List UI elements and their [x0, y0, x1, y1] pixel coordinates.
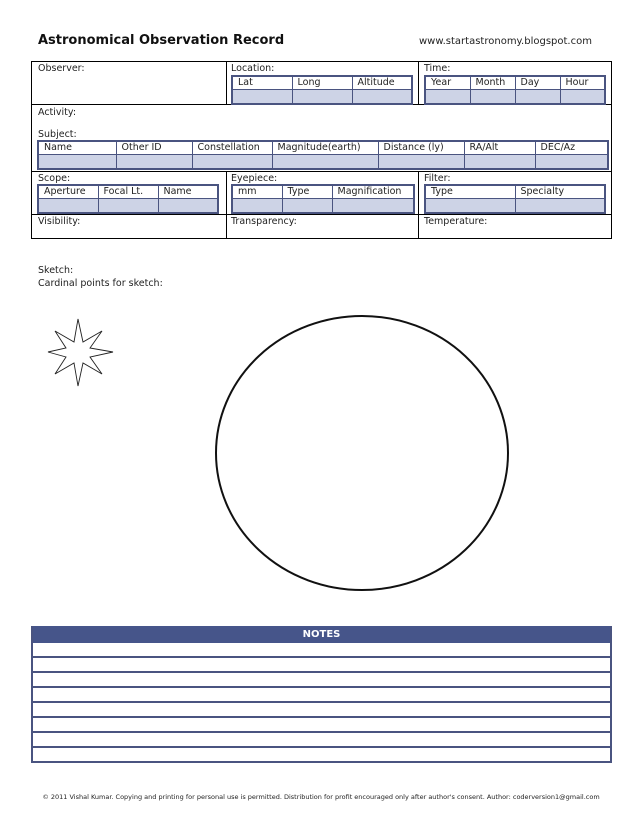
- col-magnification: Magnification: [332, 185, 414, 199]
- col-eyepiece-type: Type: [282, 185, 332, 199]
- divider: [226, 61, 227, 104]
- note-line[interactable]: [33, 688, 610, 703]
- note-line[interactable]: [33, 658, 610, 673]
- eyepiece-label: Eyepiece:: [231, 173, 278, 184]
- activity-label: Activity:: [38, 107, 77, 118]
- sketch-label: Sketch:: [38, 265, 74, 276]
- lat-field[interactable]: [232, 90, 292, 105]
- aperture-field[interactable]: [38, 199, 98, 214]
- col-specialty: Specialty: [515, 185, 605, 199]
- visibility-label: Visibility:: [38, 216, 81, 227]
- ra-alt-field[interactable]: [464, 155, 535, 170]
- distance-field[interactable]: [378, 155, 464, 170]
- col-long: Long: [292, 76, 352, 90]
- scope-label: Scope:: [38, 173, 71, 184]
- transparency-label: Transparency:: [231, 216, 297, 227]
- day-field[interactable]: [515, 90, 560, 105]
- note-line[interactable]: [33, 748, 610, 763]
- divider: [226, 171, 227, 239]
- time-label: Time:: [424, 63, 451, 74]
- year-field[interactable]: [425, 90, 470, 105]
- divider: [418, 171, 419, 239]
- location-label: Location:: [231, 63, 275, 74]
- cardinal-points-label: Cardinal points for sketch:: [38, 278, 163, 289]
- compass-star-icon: [40, 315, 120, 390]
- long-field[interactable]: [292, 90, 352, 105]
- note-line[interactable]: [33, 643, 610, 658]
- magnification-field[interactable]: [332, 199, 414, 214]
- col-month: Month: [470, 76, 515, 90]
- col-filter-type: Type: [425, 185, 515, 199]
- temperature-label: Temperature:: [424, 216, 488, 227]
- col-mm: mm: [232, 185, 282, 199]
- observer-label: Observer:: [38, 63, 85, 74]
- subject-name-field[interactable]: [38, 155, 116, 170]
- col-aperture: Aperture: [38, 185, 98, 199]
- filter-table: [424, 184, 606, 214]
- col-day: Day: [515, 76, 560, 90]
- mm-field[interactable]: [232, 199, 282, 214]
- col-distance: Distance (ly): [378, 141, 464, 155]
- filter-label: Filter:: [424, 173, 451, 184]
- magnitude-field[interactable]: [272, 155, 378, 170]
- note-line[interactable]: [33, 718, 610, 733]
- hour-field[interactable]: [560, 90, 605, 105]
- specialty-field[interactable]: [515, 199, 605, 214]
- filter-type-field[interactable]: [425, 199, 515, 214]
- month-field[interactable]: [470, 90, 515, 105]
- col-lat: Lat: [232, 76, 292, 90]
- col-magnitude: Magnitude(earth): [272, 141, 378, 155]
- divider: [418, 61, 419, 104]
- dec-az-field[interactable]: [535, 155, 608, 170]
- notes-header: NOTES: [33, 626, 610, 643]
- divider: [31, 214, 612, 215]
- col-scope-name: Name: [158, 185, 218, 199]
- col-hour: Hour: [560, 76, 605, 90]
- subject-label: Subject:: [38, 129, 77, 140]
- focal-length-field[interactable]: [98, 199, 158, 214]
- other-id-field[interactable]: [116, 155, 192, 170]
- eyepiece-type-field[interactable]: [282, 199, 332, 214]
- divider: [31, 171, 612, 172]
- col-ra-alt: RA/Alt: [464, 141, 535, 155]
- note-line[interactable]: [33, 703, 610, 718]
- page-title: Astronomical Observation Record: [38, 33, 285, 48]
- footer-copyright: © 2011 Vishal Kumar. Copying and printing for personal use is permitted. Distribution for profit encouraged only after author's consent. Author: coderversion1@gmail.com: [42, 793, 600, 801]
- website-url: www.startastronomy.blogspot.com: [419, 36, 592, 47]
- col-other-id: Other ID: [116, 141, 192, 155]
- col-name: Name: [38, 141, 116, 155]
- col-altitude: Altitude: [352, 76, 412, 90]
- col-focal-length: Focal Lt.: [98, 185, 158, 199]
- sketch-circle[interactable]: [212, 312, 512, 594]
- scope-name-field[interactable]: [158, 199, 218, 214]
- subject-table: [37, 140, 609, 170]
- notes-section: [31, 626, 612, 763]
- note-line[interactable]: [33, 733, 610, 748]
- col-dec-az: DEC/Az: [535, 141, 608, 155]
- constellation-field[interactable]: [192, 155, 272, 170]
- scope-table: [37, 184, 219, 214]
- col-constellation: Constellation: [192, 141, 272, 155]
- col-year: Year: [425, 76, 470, 90]
- time-table: [424, 75, 606, 105]
- altitude-field[interactable]: [352, 90, 412, 105]
- location-table: [231, 75, 413, 105]
- note-line[interactable]: [33, 673, 610, 688]
- eyepiece-table: [231, 184, 415, 214]
